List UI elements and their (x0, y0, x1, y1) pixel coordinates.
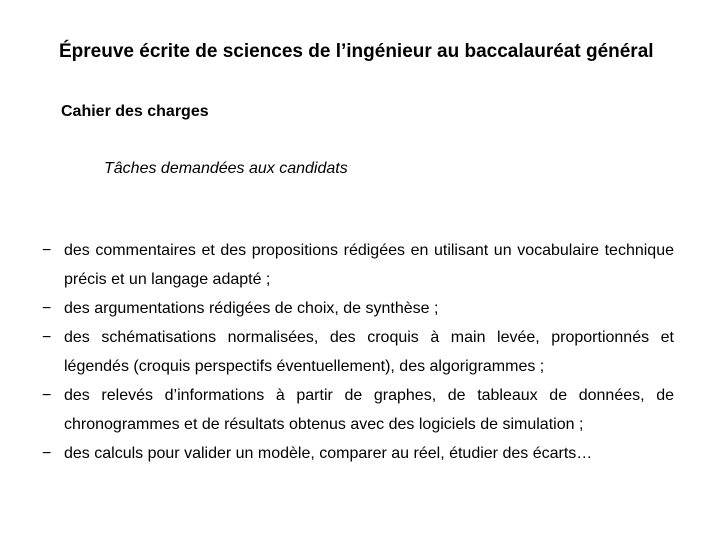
task-text: des argumentations rédigées de choix, de synthèse ; (64, 300, 439, 317)
dash-bullet-icon: − (42, 445, 52, 462)
list-item (42, 323, 674, 381)
dash-bullet-icon: − (42, 329, 52, 346)
dash-bullet-icon: − (42, 300, 52, 317)
page-title: Épreuve écrite de sciences de l’ingénieur au baccalauréat général (59, 41, 654, 62)
dash-bullet-icon: − (42, 387, 52, 404)
list-item (42, 381, 674, 439)
subsection-heading: Tâches demandées aux candidats (104, 160, 348, 177)
task-text: des schématisations normalisées, des croquis à main levée, proportionnés et légendés (croquis perspectifs éventuellement), des algorigrammes ; (64, 329, 674, 375)
list-item (42, 236, 674, 294)
task-list (42, 236, 674, 468)
task-text: des calculs pour valider un modèle, comparer au réel, étudier des écarts… (64, 445, 593, 462)
task-text: des relevés d’informations à partir de graphes, de tableaux de données, de chronogrammes et de résultats obtenus avec des logiciels de simulation ; (64, 387, 674, 433)
dash-bullet-icon: − (42, 242, 52, 259)
list-item (42, 439, 674, 468)
task-text: des commentaires et des propositions rédigées en utilisant un vocabulaire technique précis et un langage adapté ; (64, 242, 674, 288)
list-item (42, 294, 674, 323)
section-heading: Cahier des charges (61, 103, 209, 120)
